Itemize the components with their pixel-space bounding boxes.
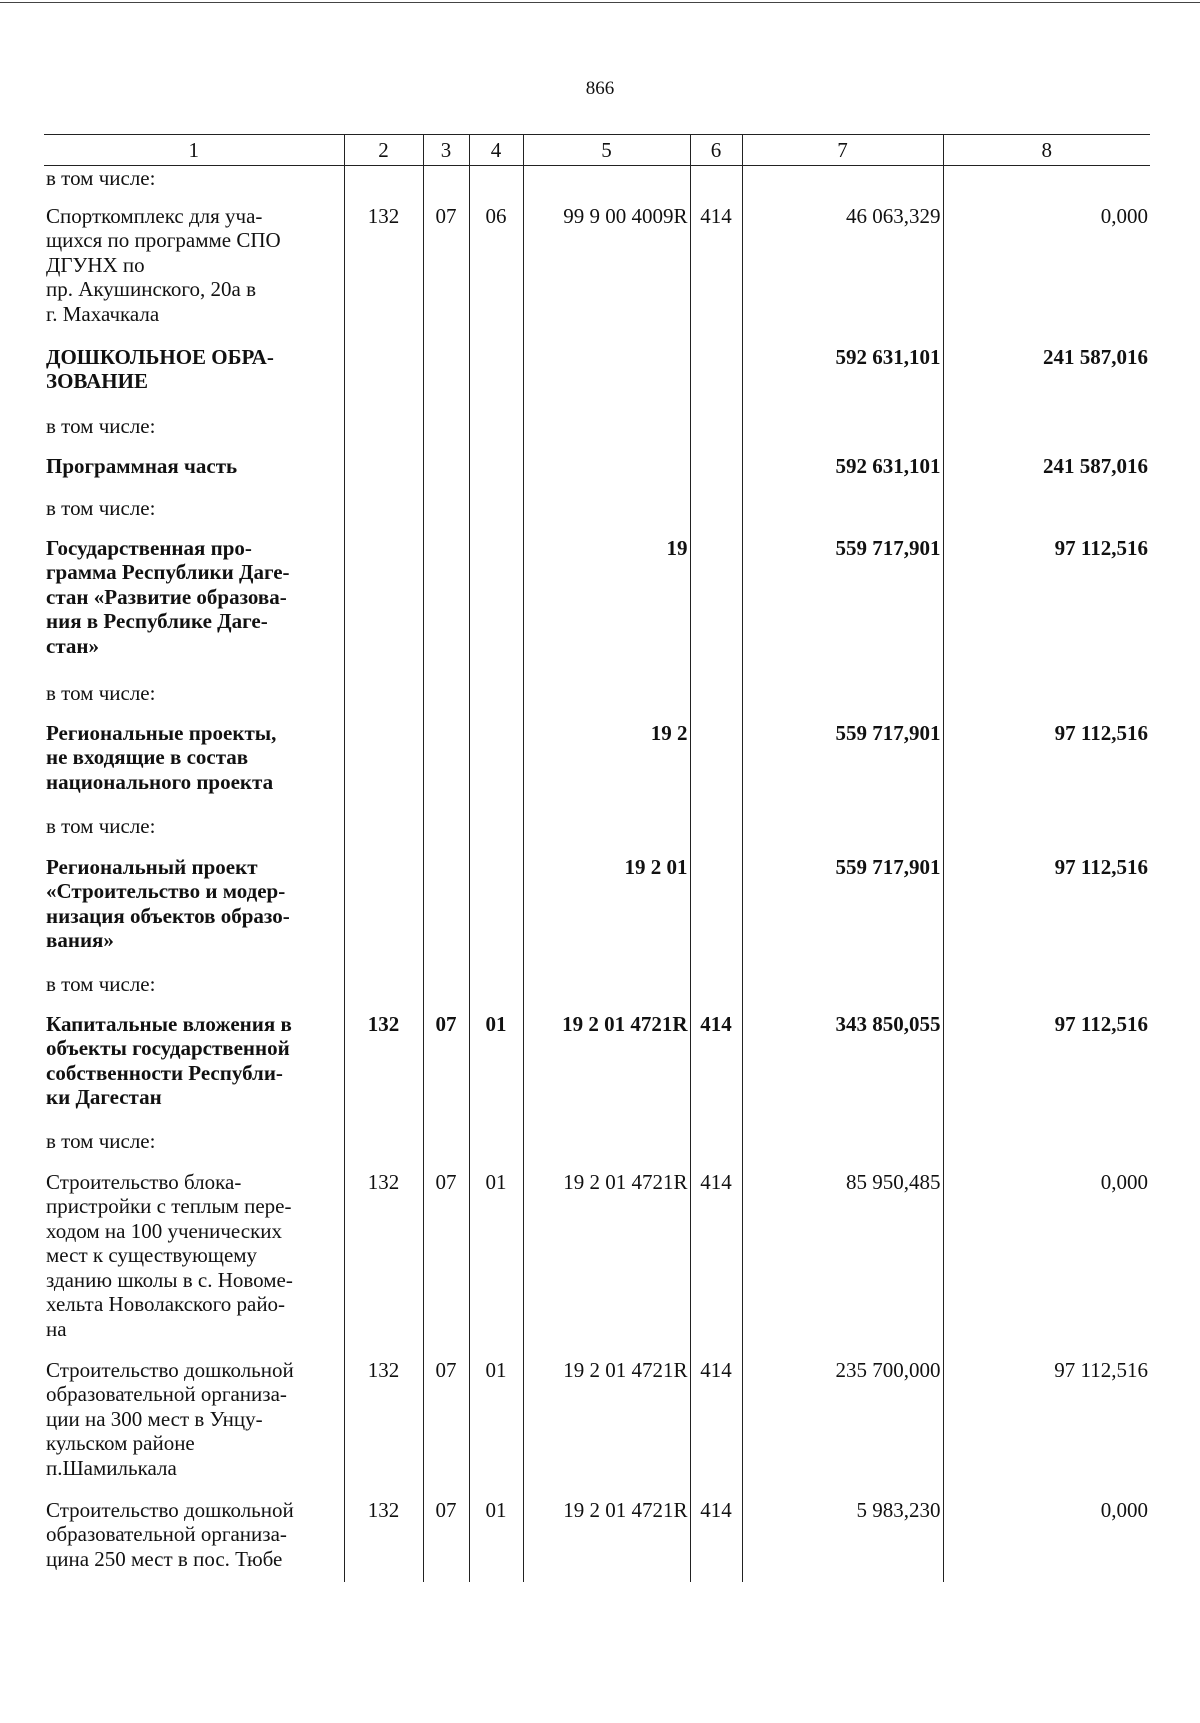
ministry-code-cell: 132 (344, 1358, 423, 1498)
row-name-cell: Региональный проект «Строительство и модер- низация объектов образо- вания» (46, 854, 290, 952)
section-code-cell (423, 681, 469, 721)
expense-type-cell (690, 166, 742, 204)
section-code-cell (423, 496, 469, 536)
table-row (44, 204, 1150, 345)
expense-type-cell (690, 454, 742, 496)
target-article-cell: 19 2 01 4721R (523, 1498, 690, 1582)
page-number: 866 (585, 78, 615, 99)
table-row (44, 814, 1150, 855)
section-code-cell (423, 972, 469, 1012)
budget-table-container (44, 134, 1150, 1582)
table-row (44, 681, 1150, 721)
column-number-header: 5 (523, 135, 690, 166)
row-name-cell: Спорткомплекс для уча- щихся по программе СПО ДГУНХ по пр. Акушинского, 20а в г. Махачкала (46, 203, 281, 326)
amount-cell: 0,000 (943, 1498, 1150, 1582)
ministry-code-cell (344, 972, 423, 1012)
section-code-cell (423, 345, 469, 414)
expense-type-cell (690, 496, 742, 536)
row-name-cell: Региональные проекты, не входящие в состав национального проекта (46, 720, 277, 794)
row-name-cell: Государственная про- грамма Республики Даге- стан «Развитие образова- ния в Республике Даге- стан» (46, 535, 290, 658)
amount-cell: 97 112,516 (943, 1012, 1150, 1129)
target-article-cell: 19 2 (523, 721, 690, 814)
subsection-code-cell (469, 496, 523, 536)
target-article-cell (523, 681, 690, 721)
section-code-cell: 07 (423, 1498, 469, 1582)
amount-cell: 97 112,516 (943, 1358, 1150, 1498)
target-article-cell: 19 (523, 536, 690, 681)
table-row (44, 1012, 1150, 1129)
column-number-header: 2 (344, 135, 423, 166)
ministry-code-cell (344, 345, 423, 414)
amount-cell: 241 587,016 (943, 454, 1150, 496)
row-name-cell: в том числе: (46, 1128, 156, 1153)
amount-cell: 0,000 (943, 1170, 1150, 1358)
amount-cell: 85 950,485 (742, 1170, 943, 1358)
target-article-cell: 19 2 01 4721R (523, 1358, 690, 1498)
row-name-cell: Программная часть (46, 453, 238, 478)
amount-cell: 559 717,901 (742, 855, 943, 972)
ministry-code-cell (344, 721, 423, 814)
subsection-code-cell (469, 814, 523, 855)
section-code-cell: 07 (423, 1358, 469, 1498)
column-number-header: 6 (690, 135, 742, 166)
subsection-code-cell (469, 1129, 523, 1170)
subsection-code-cell: 01 (469, 1012, 523, 1129)
target-article-cell (523, 496, 690, 536)
amount-cell (943, 1129, 1150, 1170)
table-row (44, 496, 1150, 536)
amount-cell: 592 631,101 (742, 454, 943, 496)
amount-cell: 5 983,230 (742, 1498, 943, 1582)
amount-cell: 0,000 (943, 204, 1150, 345)
row-name-cell: в том числе: (46, 680, 156, 705)
subsection-code-cell (469, 536, 523, 681)
table-row (44, 972, 1150, 1012)
amount-cell (943, 681, 1150, 721)
table-row (44, 1129, 1150, 1170)
section-code-cell (423, 414, 469, 454)
table-row (44, 855, 1150, 972)
expense-type-cell (690, 972, 742, 1012)
table-row (44, 414, 1150, 454)
amount-cell (742, 1129, 943, 1170)
row-name-cell: Строительство дошкольной образовательной организа- ции на 300 мест в Унцу- кульском районе п.Шамилькала (46, 1357, 294, 1480)
section-code-cell: 07 (423, 1012, 469, 1129)
amount-cell (943, 814, 1150, 855)
expense-type-cell: 414 (690, 1358, 742, 1498)
expense-type-cell (690, 1129, 742, 1170)
section-code-cell (423, 454, 469, 496)
subsection-code-cell: 01 (469, 1498, 523, 1582)
target-article-cell (523, 345, 690, 414)
target-article-cell (523, 814, 690, 855)
amount-cell: 559 717,901 (742, 721, 943, 814)
amount-cell (742, 814, 943, 855)
budget-table (44, 134, 1150, 1582)
amount-cell: 235 700,000 (742, 1358, 943, 1498)
target-article-cell (523, 166, 690, 204)
target-article-cell: 19 2 01 4721R (523, 1170, 690, 1358)
column-number-header: 7 (742, 135, 943, 166)
target-article-cell (523, 414, 690, 454)
amount-cell (742, 972, 943, 1012)
subsection-code-cell (469, 345, 523, 414)
target-article-cell (523, 454, 690, 496)
amount-cell: 97 112,516 (943, 721, 1150, 814)
expense-type-cell (690, 814, 742, 855)
amount-cell: 592 631,101 (742, 345, 943, 414)
table-row (44, 1170, 1150, 1358)
table-row (44, 1498, 1150, 1582)
target-article-cell: 19 2 01 4721R (523, 1012, 690, 1129)
row-name-cell: в том числе: (46, 495, 156, 520)
row-name-cell: Строительство дошкольной образовательной организа- цина 250 мест в пос. Тюбе (46, 1497, 294, 1571)
amount-cell: 559 717,901 (742, 536, 943, 681)
target-article-cell: 19 2 01 (523, 855, 690, 972)
ministry-code-cell (344, 681, 423, 721)
amount-cell (742, 681, 943, 721)
column-number-header: 8 (943, 135, 1150, 166)
ministry-code-cell (344, 166, 423, 204)
top-border-line (0, 2, 1200, 3)
section-code-cell (423, 536, 469, 681)
ministry-code-cell (344, 536, 423, 681)
expense-type-cell: 414 (690, 204, 742, 345)
expense-type-cell (690, 855, 742, 972)
subsection-code-cell (469, 855, 523, 972)
subsection-code-cell (469, 972, 523, 1012)
ministry-code-cell (344, 814, 423, 855)
ministry-code-cell: 132 (344, 1498, 423, 1582)
ministry-code-cell (344, 855, 423, 972)
amount-cell: 343 850,055 (742, 1012, 943, 1129)
expense-type-cell (690, 681, 742, 721)
amount-cell (943, 166, 1150, 204)
subsection-code-cell: 06 (469, 204, 523, 345)
amount-cell (742, 166, 943, 204)
amount-cell (742, 414, 943, 454)
subsection-code-cell: 01 (469, 1358, 523, 1498)
expense-type-cell: 414 (690, 1012, 742, 1129)
amount-cell: 97 112,516 (943, 855, 1150, 972)
expense-type-cell (690, 536, 742, 681)
row-name-cell: в том числе: (46, 413, 156, 438)
ministry-code-cell (344, 496, 423, 536)
amount-cell (943, 414, 1150, 454)
table-row (44, 536, 1150, 681)
row-name-cell: ДОШКОЛЬНОЕ ОБРА- ЗОВАНИЕ (46, 344, 274, 393)
amount-cell (943, 972, 1150, 1012)
amount-cell (943, 496, 1150, 536)
target-article-cell (523, 972, 690, 1012)
table-row (44, 166, 1150, 204)
section-code-cell (423, 166, 469, 204)
subsection-code-cell (469, 414, 523, 454)
column-number-header: 3 (423, 135, 469, 166)
row-name-cell: в том числе: (46, 166, 156, 190)
section-code-cell (423, 814, 469, 855)
column-number-header: 1 (44, 135, 344, 166)
subsection-code-cell: 01 (469, 1170, 523, 1358)
table-row (44, 454, 1150, 496)
ministry-code-cell: 132 (344, 1012, 423, 1129)
amount-cell: 46 063,329 (742, 204, 943, 345)
expense-type-cell: 414 (690, 1498, 742, 1582)
row-name-cell: в том числе: (46, 971, 156, 996)
row-name-cell: в том числе: (46, 813, 156, 838)
table-header-row (44, 135, 1150, 166)
section-code-cell (423, 855, 469, 972)
row-name-cell: Капитальные вложения в объекты государственной собственности Республи- ки Дагестан (46, 1011, 292, 1109)
column-number-header: 4 (469, 135, 523, 166)
ministry-code-cell: 132 (344, 1170, 423, 1358)
ministry-code-cell (344, 414, 423, 454)
ministry-code-cell: 132 (344, 204, 423, 345)
section-code-cell (423, 1129, 469, 1170)
subsection-code-cell (469, 454, 523, 496)
ministry-code-cell (344, 1129, 423, 1170)
subsection-code-cell (469, 681, 523, 721)
target-article-cell (523, 1129, 690, 1170)
amount-cell: 97 112,516 (943, 536, 1150, 681)
amount-cell (742, 496, 943, 536)
amount-cell: 241 587,016 (943, 345, 1150, 414)
table-row (44, 345, 1150, 414)
target-article-cell: 99 9 00 4009R (523, 204, 690, 345)
ministry-code-cell (344, 454, 423, 496)
table-row (44, 721, 1150, 814)
table-row (44, 1358, 1150, 1498)
section-code-cell: 07 (423, 204, 469, 345)
expense-type-cell (690, 721, 742, 814)
subsection-code-cell (469, 721, 523, 814)
section-code-cell (423, 721, 469, 814)
section-code-cell: 07 (423, 1170, 469, 1358)
expense-type-cell (690, 414, 742, 454)
subsection-code-cell (469, 166, 523, 204)
row-name-cell: Строительство блока- пристройки с теплым пере- ходом на 100 ученических мест к существующему зданию школы в с. Новоме- хельта Новолакского райо- на (46, 1169, 293, 1341)
expense-type-cell (690, 345, 742, 414)
expense-type-cell: 414 (690, 1170, 742, 1358)
